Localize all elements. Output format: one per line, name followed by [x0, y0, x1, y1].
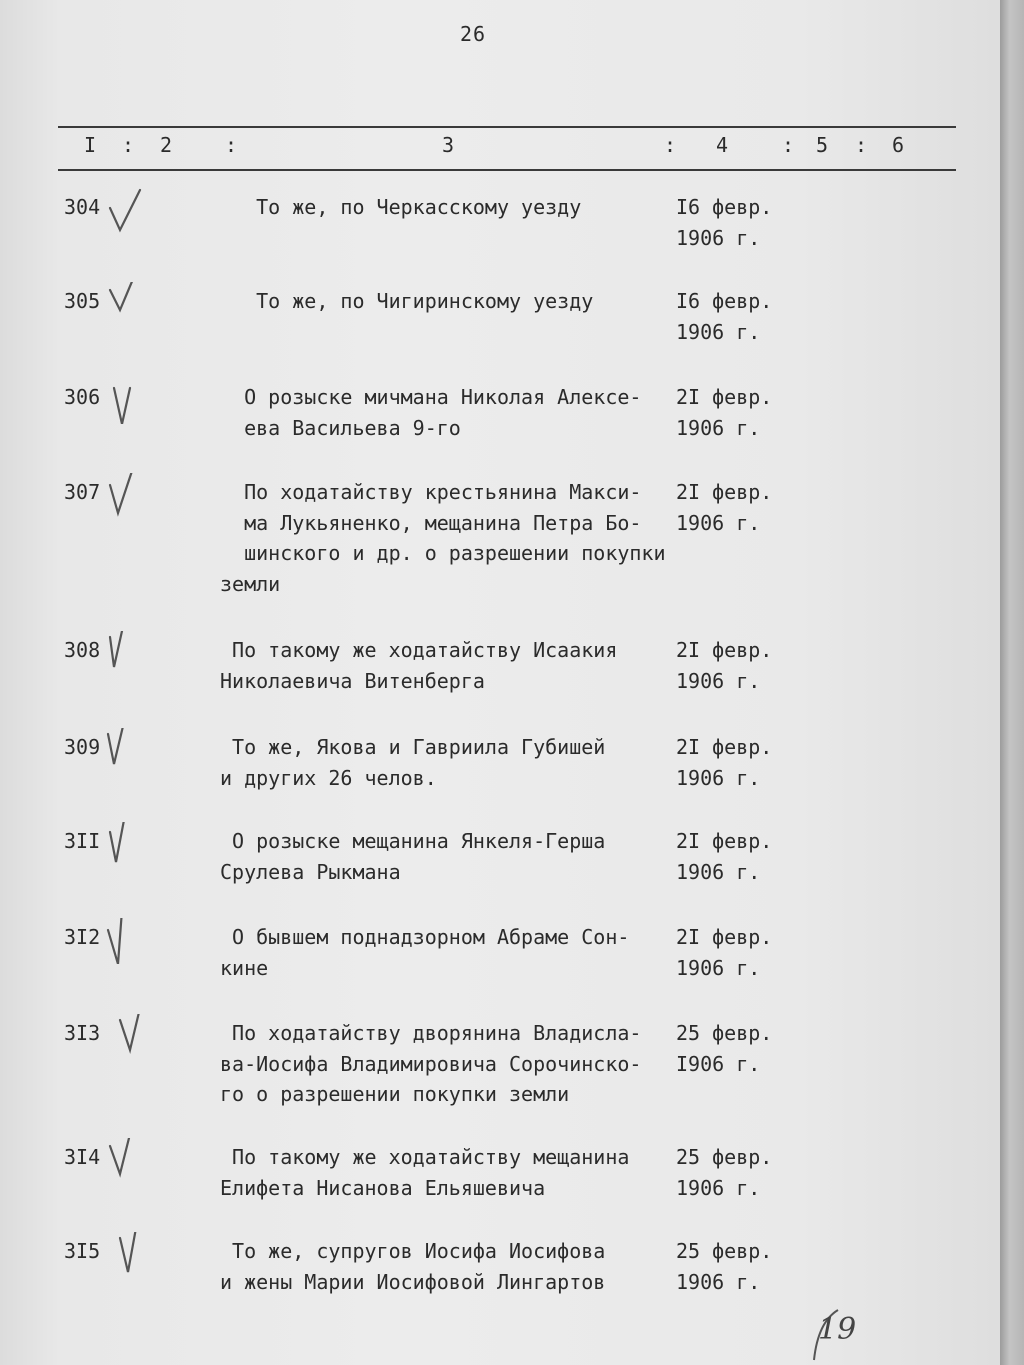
checkmark-icon	[106, 473, 146, 519]
page-number: 26	[460, 22, 487, 46]
checkmark-icon	[106, 1138, 146, 1184]
entry-number: 3I5	[64, 1239, 101, 1263]
header-col-5: 5	[816, 133, 829, 157]
checkmark-icon	[106, 918, 146, 964]
entry-description: По такому же ходатайству Исаакия Николаевича Витенберга	[220, 638, 618, 693]
page-edge	[1000, 0, 1024, 1365]
header-separator: :	[782, 133, 795, 157]
checkmark-icon	[106, 1014, 146, 1060]
entry-number: 305	[64, 289, 101, 313]
entry-number: 3I2	[64, 925, 101, 949]
entry-description: О бывшем поднадзорном Абраме Сон- кине	[220, 925, 630, 980]
entry-date: 25 февр. 1906 г.	[676, 1145, 773, 1200]
entry-date: 2I февр. 1906 г.	[676, 385, 773, 440]
entry-date: 2I февр. 1906 г.	[676, 925, 773, 980]
entry-date: 25 февр. 1906 г.	[676, 1239, 773, 1294]
entry-description: По ходатайству дворянина Владисла- ва-Иосифа Владимировича Сорочинско- го о разрешении покупки земли	[220, 1021, 642, 1106]
entry-date: 2I февр. 1906 г.	[676, 735, 773, 790]
checkmark-icon	[106, 728, 146, 774]
entry-date: 2I февр. 1906 г.	[676, 480, 773, 535]
header-col-6: 6	[892, 133, 905, 157]
entry-description: О розыске мещанина Янкеля-Герша Срулева Рыкмана	[220, 829, 606, 884]
checkmark-icon	[106, 822, 146, 868]
checkmark-icon	[106, 1232, 146, 1278]
header-col-2: 2	[160, 133, 173, 157]
entry-date: I6 февр. 1906 г.	[676, 289, 773, 344]
entry-number: 309	[64, 735, 101, 759]
entry-description: По такому же ходатайству мещанина Елифета Нисанова Ельяшевича	[220, 1145, 630, 1200]
header-col-4: 4	[716, 133, 729, 157]
entry-description: По ходатайству крестьянина Макси- ма Лукьяненко, мещанина Петра Бо- шинского и др. о разрешении покупки земли	[220, 480, 666, 596]
header-separator: :	[664, 133, 677, 157]
entry-description: О розыске мичмана Николая Алексе- ева Васильева 9-го	[244, 385, 642, 440]
entry-description: То же, супругов Иосифа Иосифова и жены Марии Иосифовой Лингартов	[220, 1239, 606, 1294]
entry-date: 2I февр. 1906 г.	[676, 638, 773, 693]
entry-number: 306	[64, 385, 101, 409]
table-header-bottom-rule	[58, 169, 956, 171]
checkmark-icon	[106, 631, 146, 677]
entry-number: 307	[64, 480, 101, 504]
entry-number: 308	[64, 638, 101, 662]
entry-description: То же, по Черкасскому уезду	[220, 195, 582, 219]
checkmark-icon	[106, 282, 146, 328]
entry-number: 3I3	[64, 1021, 101, 1045]
entry-date: 2I февр. 1906 г.	[676, 829, 773, 884]
header-col-1: I	[84, 133, 97, 157]
entry-number: 304	[64, 195, 101, 219]
header-separator: :	[122, 133, 135, 157]
entry-description: То же, по Чигиринскому уезду	[220, 289, 594, 313]
checkmark-icon	[106, 378, 146, 424]
checkmark-icon	[106, 188, 146, 234]
entry-date: 25 февр. I906 г.	[676, 1021, 773, 1076]
header-separator: :	[855, 133, 868, 157]
entry-description: То же, Якова и Гавриила Губишей и других 26 челов.	[220, 735, 606, 790]
entry-date: I6 февр. 1906 г.	[676, 195, 773, 250]
table-top-rule	[58, 126, 956, 128]
entry-number: 3II	[64, 829, 101, 853]
entry-number: 3I4	[64, 1145, 101, 1169]
handwritten-folio-number: 19	[818, 1312, 857, 1347]
header-col-3: 3	[442, 133, 455, 157]
header-separator: :	[225, 133, 238, 157]
